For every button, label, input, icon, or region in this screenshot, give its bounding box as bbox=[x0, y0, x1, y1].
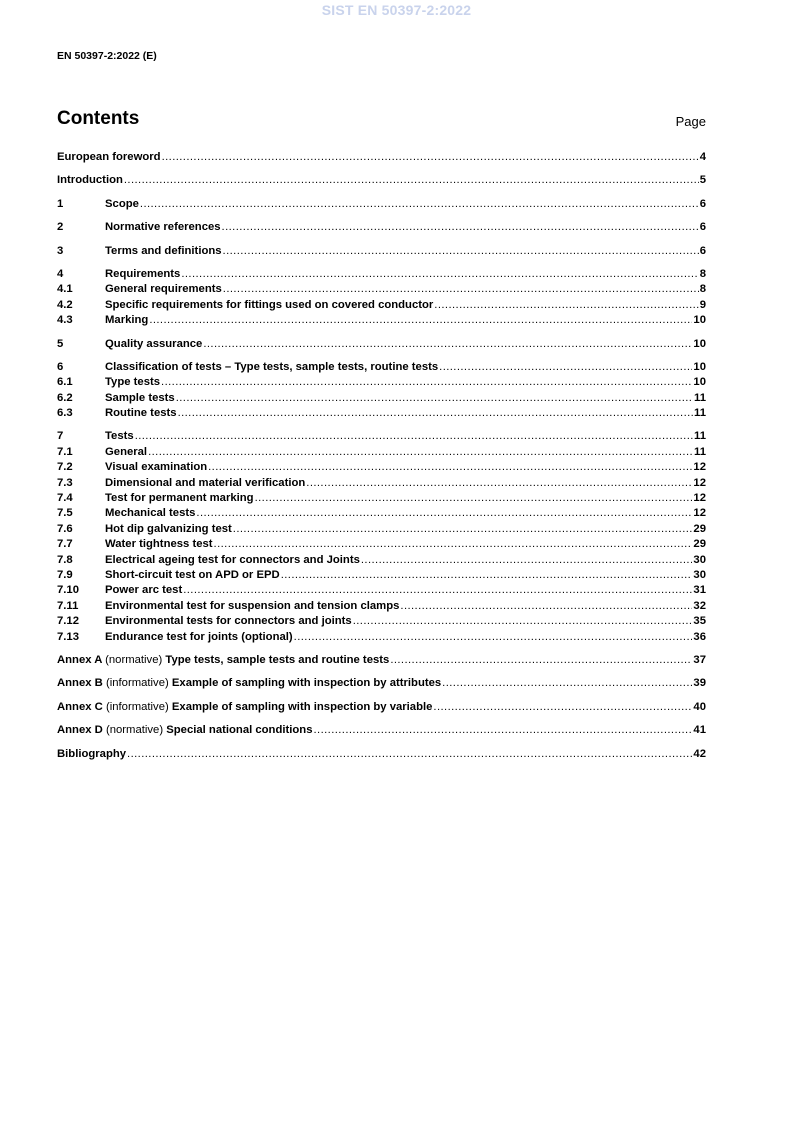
toc-entry-number: 2 bbox=[57, 221, 64, 234]
toc-entry-title: Requirements bbox=[105, 267, 181, 280]
toc-entry-number: 6.2 bbox=[57, 391, 73, 404]
toc-entry[interactable] bbox=[57, 406, 706, 421]
toc-entry-title: Hot dip galvanizing test bbox=[105, 522, 232, 535]
toc-entry-page: 6 bbox=[699, 197, 706, 210]
dot-leader bbox=[183, 583, 692, 598]
dot-leader bbox=[442, 676, 692, 691]
dot-leader bbox=[208, 460, 692, 475]
dot-leader bbox=[434, 298, 698, 313]
toc-entry-number: 4.3 bbox=[57, 314, 73, 327]
toc-entry-page: 40 bbox=[693, 700, 706, 713]
toc-entry-title: Endurance test for joints (optional) bbox=[105, 630, 293, 643]
toc-entry-title: Type tests bbox=[105, 376, 161, 389]
dot-leader bbox=[433, 700, 692, 715]
toc-entry[interactable] bbox=[57, 491, 706, 506]
toc-entry[interactable] bbox=[57, 506, 706, 521]
dot-leader bbox=[124, 173, 699, 188]
toc-entry-number: 7.3 bbox=[57, 476, 73, 489]
toc-entry[interactable] bbox=[57, 445, 706, 460]
toc-entry-title: Marking bbox=[105, 314, 149, 327]
toc-entry-title: Visual examination bbox=[105, 461, 208, 474]
toc-entry-number: 6.1 bbox=[57, 376, 73, 389]
toc-annex-entry[interactable] bbox=[57, 723, 706, 738]
toc-entry[interactable] bbox=[57, 197, 706, 212]
toc-entry-page: 11 bbox=[694, 391, 706, 404]
toc-entry[interactable] bbox=[57, 282, 706, 297]
dot-leader bbox=[127, 747, 692, 762]
toc-entry[interactable] bbox=[57, 476, 706, 491]
toc-entry-title: Introduction bbox=[57, 174, 123, 187]
toc-entry-title: Routine tests bbox=[105, 407, 177, 420]
toc-entry[interactable] bbox=[57, 522, 706, 537]
toc-entry-title: Tests bbox=[105, 430, 134, 443]
toc-entry[interactable] bbox=[57, 360, 706, 375]
toc-entry-number: 7.11 bbox=[57, 599, 79, 612]
toc-entry-page: 30 bbox=[693, 568, 706, 581]
toc-entry-page: 10 bbox=[693, 360, 706, 373]
toc-entry-title: Short-circuit test on APD or EPD bbox=[105, 568, 280, 581]
toc-entry-title: Power arc test bbox=[105, 584, 183, 597]
toc-entry[interactable] bbox=[57, 150, 706, 165]
toc-entry-number: 7 bbox=[57, 430, 64, 443]
toc-entry-page: 10 bbox=[693, 314, 706, 327]
dot-leader bbox=[223, 244, 699, 259]
toc-entry[interactable] bbox=[57, 460, 706, 475]
toc-entry-title: Quality assurance bbox=[105, 337, 203, 350]
toc-entry-number: 7.12 bbox=[57, 615, 79, 628]
toc-entry[interactable] bbox=[57, 614, 706, 629]
toc-entry-title: Annex B (informative) Example of sampling with inspection by attributes bbox=[57, 677, 442, 690]
toc-entry-title: European foreword bbox=[57, 151, 161, 163]
toc-entry-number: 7.6 bbox=[57, 522, 73, 535]
toc-entry[interactable] bbox=[57, 220, 706, 235]
page-column-label: Page bbox=[675, 114, 706, 129]
watermark: SIST EN 50397-2:2022 bbox=[321, 2, 472, 18]
toc-entry-number: 7.10 bbox=[57, 584, 79, 597]
dot-leader bbox=[281, 568, 693, 583]
toc-entry[interactable] bbox=[57, 429, 706, 444]
toc-entry-number: 7.4 bbox=[57, 492, 73, 505]
toc-annex-entry[interactable] bbox=[57, 653, 706, 668]
toc-entry-page: 39 bbox=[693, 677, 706, 690]
dot-leader bbox=[353, 614, 693, 629]
dot-leader bbox=[400, 599, 692, 614]
toc-entry-title: Test for permanent marking bbox=[105, 492, 254, 505]
toc-entry[interactable] bbox=[57, 537, 706, 552]
toc-entry-page: 32 bbox=[693, 599, 706, 612]
toc-entry[interactable] bbox=[57, 599, 706, 614]
dot-leader bbox=[162, 150, 699, 165]
toc-entry-page: 29 bbox=[693, 538, 706, 551]
toc-entry-page: 12 bbox=[693, 507, 706, 520]
toc-entry-page: 5 bbox=[699, 174, 706, 187]
toc-entry-number: 7.2 bbox=[57, 461, 73, 474]
toc-entry-page: 11 bbox=[694, 407, 706, 420]
dot-leader bbox=[223, 282, 699, 297]
toc-bibliography-entry[interactable] bbox=[57, 747, 706, 762]
toc-entry-title: Normative references bbox=[105, 221, 221, 234]
toc-entry-page: 12 bbox=[693, 476, 706, 489]
toc-entry-number: 7.13 bbox=[57, 630, 79, 643]
table-of-contents bbox=[57, 150, 706, 762]
toc-entry-title: Classification of tests – Type tests, sample tests, routine tests bbox=[105, 360, 439, 373]
toc-entry-number: 4.2 bbox=[57, 298, 73, 311]
toc-entry-page: 6 bbox=[699, 244, 706, 257]
toc-entry-page: 37 bbox=[693, 653, 706, 666]
toc-entry-title: Annex C (informative) Example of sampling with inspection by variable bbox=[57, 700, 433, 713]
toc-entry-page: 12 bbox=[693, 492, 706, 505]
toc-entry-title: Bibliography bbox=[57, 747, 127, 760]
toc-entry-title: General bbox=[105, 445, 148, 458]
dot-leader bbox=[222, 220, 699, 235]
dot-leader bbox=[361, 553, 693, 568]
toc-entry-title: Electrical ageing test for connectors and Joints bbox=[105, 553, 360, 566]
toc-entry-page: 8 bbox=[699, 283, 706, 296]
toc-entry-page: 36 bbox=[693, 630, 706, 643]
toc-entry-number: 7.1 bbox=[57, 445, 73, 458]
toc-entry-page: 10 bbox=[693, 337, 706, 350]
toc-entry[interactable] bbox=[57, 267, 706, 282]
toc-entry-title: Terms and definitions bbox=[105, 244, 222, 257]
toc-entry-page: 12 bbox=[693, 461, 706, 474]
annex-kind: (informative) bbox=[105, 700, 169, 713]
dot-leader bbox=[178, 406, 693, 421]
toc-entry-title: Annex D (normative) Special national conditions bbox=[57, 724, 313, 737]
dot-leader bbox=[390, 653, 692, 668]
toc-entry[interactable] bbox=[57, 553, 706, 568]
dot-leader bbox=[214, 537, 693, 552]
toc-entry[interactable] bbox=[57, 391, 706, 406]
annex-kind: (normative) bbox=[105, 724, 164, 737]
dot-leader bbox=[149, 313, 692, 328]
toc-entry-number: 7.5 bbox=[57, 507, 73, 520]
dot-leader bbox=[161, 375, 692, 390]
dot-leader bbox=[181, 267, 698, 282]
toc-entry-title: Water tightness test bbox=[105, 538, 213, 551]
toc-entry-title: Sample tests bbox=[105, 391, 175, 404]
toc-entry-page: 11 bbox=[694, 430, 706, 443]
dot-leader bbox=[140, 197, 699, 212]
dot-leader bbox=[148, 445, 693, 460]
toc-entry-number: 5 bbox=[57, 337, 64, 350]
toc-entry-number: 3 bbox=[57, 244, 64, 257]
toc-entry-title: General requirements bbox=[105, 283, 222, 296]
toc-entry-number: 4.1 bbox=[57, 283, 73, 296]
toc-entry[interactable] bbox=[57, 375, 706, 390]
annex-kind: (informative) bbox=[105, 677, 169, 690]
dot-leader bbox=[233, 522, 693, 537]
toc-entry-page: 41 bbox=[693, 724, 706, 737]
toc-annex-entry[interactable] bbox=[57, 700, 706, 715]
toc-entry-number: 7.7 bbox=[57, 538, 73, 551]
toc-entry[interactable] bbox=[57, 173, 706, 188]
toc-entry-page: 30 bbox=[693, 553, 706, 566]
dot-leader bbox=[294, 630, 693, 645]
toc-entry[interactable] bbox=[57, 298, 706, 313]
toc-entry-number: 1 bbox=[57, 197, 64, 210]
toc-entry-number: 7.9 bbox=[57, 568, 73, 581]
dot-leader bbox=[255, 491, 693, 506]
toc-entry-title: Dimensional and material verification bbox=[105, 476, 306, 489]
toc-entry-number: 7.8 bbox=[57, 553, 73, 566]
toc-entry-page: 6 bbox=[699, 221, 706, 234]
toc-entry-title: Scope bbox=[105, 197, 139, 210]
toc-entry-page: 31 bbox=[693, 584, 706, 597]
dot-leader bbox=[306, 476, 692, 491]
toc-entry[interactable] bbox=[57, 337, 706, 352]
dot-leader bbox=[196, 506, 692, 521]
toc-entry[interactable] bbox=[57, 583, 706, 598]
toc-entry-title: Annex A (normative) Type tests, sample tests and routine tests bbox=[57, 653, 390, 666]
toc-entry-number: 4 bbox=[57, 267, 64, 280]
toc-entry[interactable] bbox=[57, 630, 706, 645]
contents-title: Contents bbox=[57, 108, 140, 129]
toc-entry-number: 6 bbox=[57, 360, 64, 373]
dot-leader bbox=[203, 337, 692, 352]
toc-entry-title: Mechanical tests bbox=[105, 507, 196, 520]
toc-entry-page: 29 bbox=[693, 522, 706, 535]
dot-leader bbox=[135, 429, 693, 444]
toc-entry-page: 10 bbox=[693, 376, 706, 389]
dot-leader bbox=[439, 360, 692, 375]
toc-entry-page: 4 bbox=[699, 151, 706, 163]
toc-entry[interactable] bbox=[57, 313, 706, 328]
toc-entry-page: 35 bbox=[693, 615, 706, 628]
annex-kind: (normative) bbox=[105, 653, 163, 666]
toc-entry-title: Environmental tests for connectors and joints bbox=[105, 615, 352, 628]
toc-entry-page: 11 bbox=[694, 445, 706, 458]
toc-entry-title: Specific requirements for fittings used on covered conductor bbox=[105, 298, 434, 311]
toc-entry-page: 42 bbox=[693, 747, 706, 760]
toc-entry-number: 6.3 bbox=[57, 407, 73, 420]
toc-entry[interactable] bbox=[57, 568, 706, 583]
toc-entry-title: Environmental test for suspension and tension clamps bbox=[105, 599, 400, 612]
toc-entry-page: 8 bbox=[699, 267, 706, 280]
toc-entry-page: 9 bbox=[699, 298, 706, 311]
dot-leader bbox=[314, 723, 693, 738]
dot-leader bbox=[176, 391, 693, 406]
toc-entry[interactable] bbox=[57, 244, 706, 259]
toc-annex-entry[interactable] bbox=[57, 676, 706, 691]
document-reference: EN 50397-2:2022 (E) bbox=[57, 50, 157, 62]
